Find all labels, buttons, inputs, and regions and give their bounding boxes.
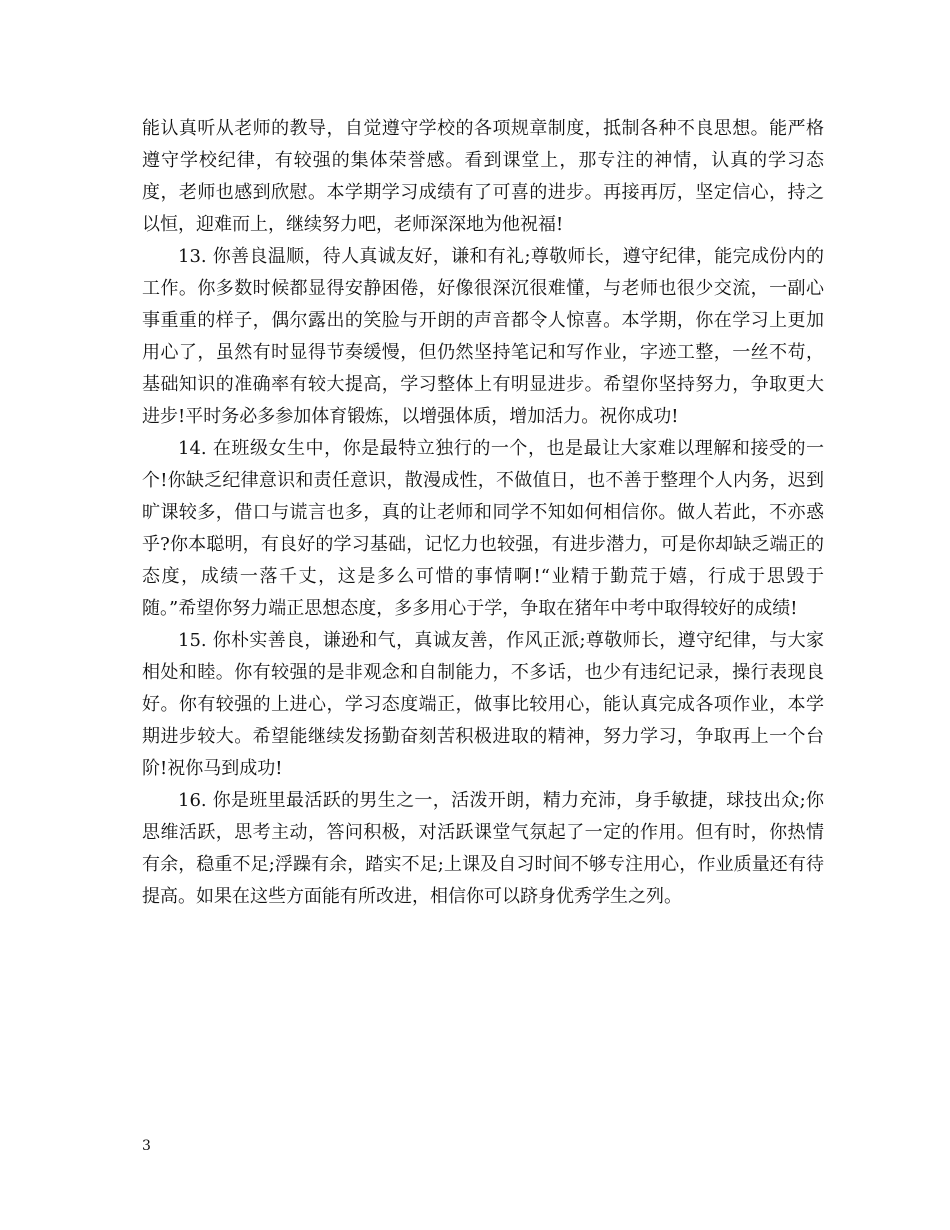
page-number: 3 — [142, 1138, 151, 1154]
paragraph-comment-15: 15. 你朴实善良，谦逊和气，真诚友善，作风正派;尊敬师长，遵守纪律，与大家相处和睦。你有较强的是非观念和自制能力，不多话，也少有违纪记录，操行表现良好。你有较强的上进心，学习态度端正，做事比较用心，能认真完成各项作业，本学期进步较大。希望能继续发扬勤奋刻苦积极进取的精神，努力学习，争取再上一个台阶!祝你马到成功! — [142, 630, 824, 779]
paragraph-comment-14: 14. 在班级女生中，你是最特立独行的一个，也是最让大家难以理解和接受的一个!你缺乏纪律意识和责任意识，散漫成性，不做值日，也不善于整理个人内务，迟到旷课较多，借口与谎言也多，真的让老师和同学不知如何相信你。做人若此，不亦惑乎?你本聪明，有良好的学习基础，记忆力也较强，有进步潜力，可是你却缺乏端正的态度，成绩一落千丈，这是多么可惜的事情啊!“业精于勤荒于嬉，行成于思毁于随。”希望你努力端正思想态度，多多用心于学，争取在猪年中考中取得较好的成绩! — [142, 438, 824, 619]
paragraph-comment-16: 16. 你是班里最活跃的男生之一，活泼开朗，精力充沛，身手敏捷，球技出众;你思维活跃，思考主动，答问积极，对活跃课堂气氛起了一定的作用。但有时，你热情有余，稳重不足;浮躁有余，踏实不足;上课及自习时间不够专注用心，作业质量还有待提高。如果在这些方面能有所改进，相信你可以跻身优秀学生之列。 — [142, 790, 824, 907]
paragraph-continuation: 能认真听从老师的教导，自觉遵守学校的各项规章制度，抵制各种不良思想。能严格遵守学校纪律，有较强的集体荣誉感。看到课堂上，那专注的神情，认真的学习态度，老师也感到欣慰。本学期学习成绩有了可喜的进步。再接再厉，坚定信心，持之以恒，迎难而上，继续努力吧，老师深深地为他祝福! — [142, 118, 824, 235]
paragraph-comment-13: 13. 你善良温顺，待人真诚友好，谦和有礼;尊敬师长，遵守纪律，能完成份内的工作。你多数时候都显得安静困倦，好像很深沉很难懂，与老师也很少交流，一副心事重重的样子，偶尔露出的笑脸与开朗的声音都令人惊喜。本学期，你在学习上更加用心了，虽然有时显得节奏缓慢，但仍然坚持笔记和写作业，字迹工整，一丝不苟，基础知识的准确率有较大提高，学习整体上有明显进步。希望你坚持努力，争取更大进步!平时务必多参加体育锻炼，以增强体质，增加活力。祝你成功! — [142, 246, 824, 427]
document-body — [142, 113, 824, 913]
